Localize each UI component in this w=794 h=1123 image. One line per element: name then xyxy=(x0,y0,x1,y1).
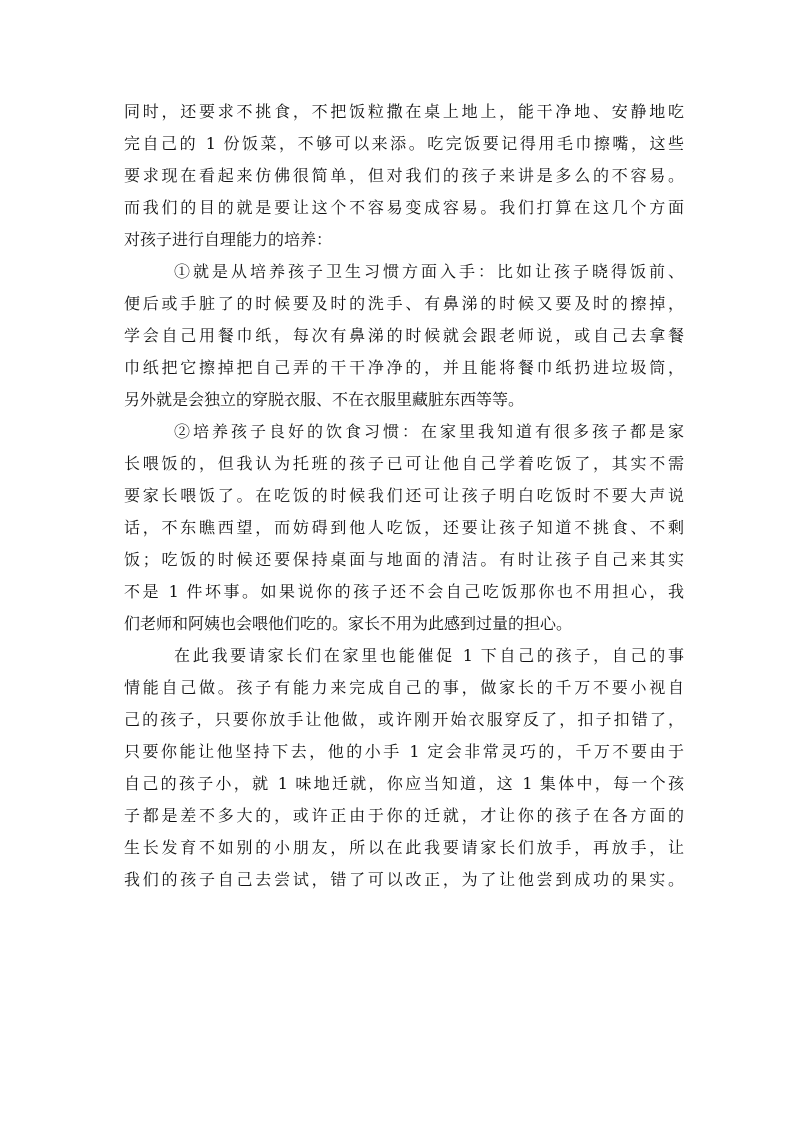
text-line: 话，不东瞧西望，而妨碍到他人吃饭，还要让孩子知道不挑食、不剩 xyxy=(124,518,684,537)
text-line: 同时，还要求不挑食，不把饭粒撒在桌上地上，能干净地、安静地吃 xyxy=(124,102,684,121)
text-line: 对孩子进行自理能力的培养： xyxy=(124,230,333,249)
text-line: 我们的孩子自己去尝试，错了可以改正，为了让他尝到成功的果实。 xyxy=(124,870,684,889)
text-line: 生长发育不如别的小朋友，所以在此我要请家长们放手，再放手，让 xyxy=(124,838,684,857)
text-line: 长喂饭的，但我认为托班的孩子已可让他自己学着吃饭了，其实不需 xyxy=(124,454,684,473)
text-line: 另外就是会独立的穿脱衣服、不在衣服里藏脏东西等等。 xyxy=(124,390,525,409)
body-text xyxy=(124,96,684,896)
text-line: 要家长喂饭了。在吃饭的时候我们还可让孩子明白吃饭时不要大声说 xyxy=(124,486,684,505)
text-line: 不是 1 件坏事。如果说你的孩子还不会自己吃饭那你也不用担心，我 xyxy=(124,582,684,601)
text-line: 只要你能让他坚持下去，他的小手 1 定会非常灵巧的，千万不要由于 xyxy=(124,742,684,761)
text-line: 们老师和阿姨也会喂他们吃的。家长不用为此感到过量的担心。 xyxy=(124,614,573,633)
text-line: 饭；吃饭的时候还要保持桌面与地面的清洁。有时让孩子自己来其实 xyxy=(124,550,684,569)
text-line: ①就是从培养孩子卫生习惯方面入手：比如让孩子晓得饭前、 xyxy=(174,262,684,281)
text-line: 情能自己做。孩子有能力来完成自己的事，做家长的千万不要小视自 xyxy=(124,678,684,697)
text-line: ②培养孩子良好的饮食习惯：在家里我知道有很多孩子都是家 xyxy=(174,422,684,441)
text-line: 在此我要请家长们在家里也能催促 1 下自己的孩子，自己的事 xyxy=(174,646,684,665)
text-line: 完自己的 1 份饭菜，不够可以来添。吃完饭要记得用毛巾擦嘴，这些 xyxy=(124,134,684,153)
text-line: 巾纸把它擦掉把自己弄的干干净净的，并且能将餐巾纸扔进垃圾筒， xyxy=(124,358,684,377)
text-line: 要求现在看起来仿佛很简单，但对我们的孩子来讲是多么的不容易。 xyxy=(124,166,684,185)
text-line: 便后或手脏了的时候要及时的洗手、有鼻涕的时候又要及时的擦掉， xyxy=(124,294,684,313)
text-line: 子都是差不多大的，或许正由于你的迁就，才让你的孩子在各方面的 xyxy=(124,806,684,825)
text-line: 自己的孩子小，就 1 味地迁就，你应当知道，这 1 集体中，每一个孩 xyxy=(124,774,684,793)
text-line: 己的孩子，只要你放手让他做，或许刚开始衣服穿反了，扣子扣错了， xyxy=(124,710,684,729)
text-line: 学会自己用餐巾纸，每次有鼻涕的时候就会跟老师说，或自己去拿餐 xyxy=(124,326,684,345)
text-line: 而我们的目的就是要让这个不容易变成容易。我们打算在这几个方面 xyxy=(124,198,684,217)
